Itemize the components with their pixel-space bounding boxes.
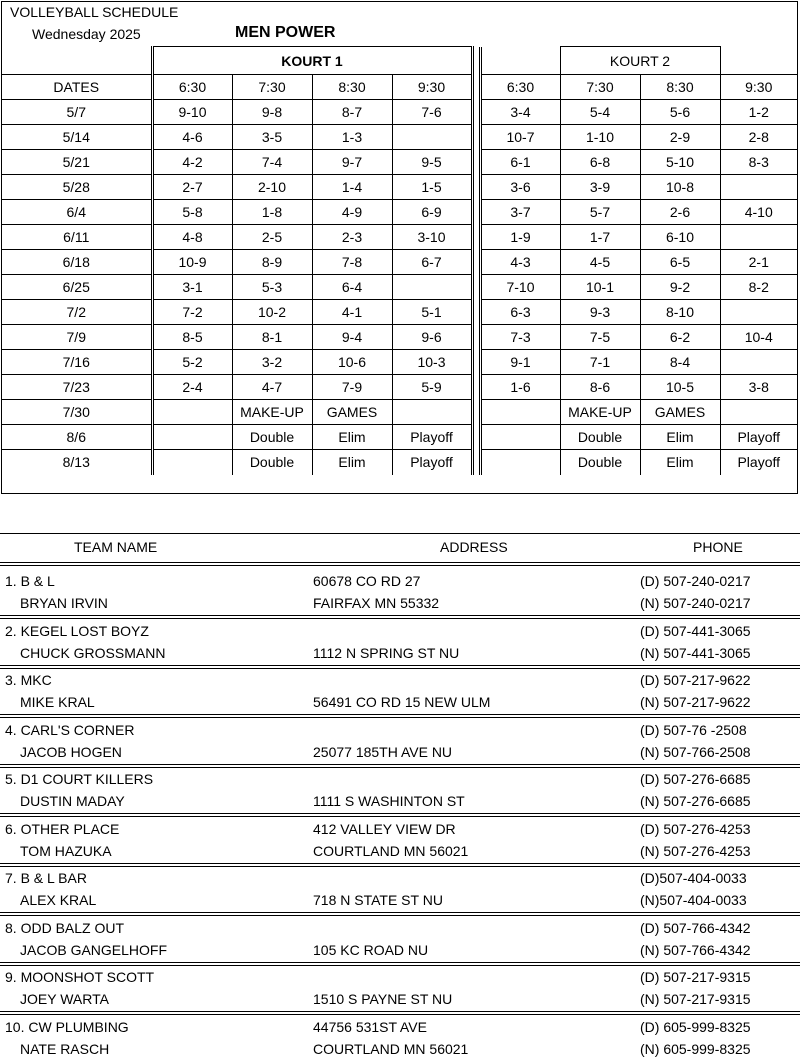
date-cell: 5/21: [2, 150, 152, 175]
schedule-row: [2, 250, 797, 275]
team-phone-night: (N) 507-276-6685: [640, 793, 751, 809]
date-cell: 7/30: [2, 400, 152, 425]
team-phone-day: (D) 507-276-4253: [640, 820, 751, 837]
team-phone-night: (N) 507-276-4253: [640, 842, 751, 859]
matchup-cell: 10-2: [232, 300, 312, 325]
date-cell: 5/7: [2, 100, 152, 125]
divider: [0, 565, 800, 566]
matchup-cell: 9-8: [232, 100, 312, 125]
team-name: 9. MOONSHOT SCOTT: [5, 969, 155, 985]
matchup-cell: 10-5: [640, 375, 720, 400]
divider: [0, 915, 800, 916]
date-cell: 5/28: [2, 175, 152, 200]
team-address-line2: 718 N STATE ST NU: [313, 892, 443, 908]
matchup-cell: [720, 225, 797, 250]
matchup-cell: 1-8: [232, 200, 312, 225]
divider: [0, 1014, 800, 1015]
dates-label: DATES: [2, 75, 152, 100]
matchup-cell: 4-9: [312, 200, 392, 225]
court-divider: [472, 47, 480, 75]
team-phone-night: (N) 507-766-2508: [640, 743, 751, 760]
date-cell: 6/18: [2, 250, 152, 275]
date-cell: 8/6: [2, 425, 152, 450]
matchup-cell: 8-10: [640, 300, 720, 325]
team-captain: BRYAN IRVIN: [20, 595, 108, 611]
matchup-cell: [480, 425, 560, 450]
matchup-cell: 7-3: [480, 325, 560, 350]
team-phone-night: (N) 507-217-9622: [640, 694, 751, 710]
matchup-cell: 8-9: [232, 250, 312, 275]
matchup-cell: 7-8: [312, 250, 392, 275]
matchup-cell: 2-1: [720, 250, 797, 275]
team-phone-night: (N) 507-441-3065: [640, 644, 751, 661]
matchup-cell: 4-3: [480, 250, 560, 275]
team-name: 8. ODD BALZ OUT: [5, 919, 125, 936]
divider: [0, 912, 800, 913]
blank-cell: [2, 47, 152, 75]
team-captain: JACOB GANGELHOFF: [20, 941, 168, 958]
divider: [0, 714, 800, 715]
matchup-cell: 8-6: [560, 375, 640, 400]
divider: [0, 866, 800, 867]
court-divider: [472, 100, 480, 125]
matchup-cell: 3-9: [560, 175, 640, 200]
matchup-cell: 7-5: [560, 325, 640, 350]
court2-label: KOURT 2: [560, 47, 720, 75]
team-captain: ALEX KRAL: [20, 892, 97, 908]
matchup-cell: 9-6: [392, 325, 472, 350]
matchup-cell: 6-10: [640, 225, 720, 250]
matchup-cell: 3-10: [392, 225, 472, 250]
matchup-cell: Elim: [640, 425, 720, 450]
schedule-row: [2, 375, 797, 400]
court-divider: [472, 275, 480, 300]
schedule-row: [2, 150, 797, 175]
team-name: 2. KEGEL LOST BOYZ: [5, 622, 149, 639]
team-address-line2: 56491 CO RD 15 NEW ULM: [313, 694, 491, 710]
matchup-cell: 9-2: [640, 275, 720, 300]
matchup-cell: 6-9: [392, 200, 472, 225]
matchup-cell: 4-10: [720, 200, 797, 225]
schedule-row: [2, 100, 797, 125]
matchup-cell: 10-9: [152, 250, 232, 275]
matchup-cell: 4-5: [560, 250, 640, 275]
matchup-cell: 3-2: [232, 350, 312, 375]
team-captain: CHUCK GROSSMANN: [20, 644, 166, 661]
divider: [0, 767, 800, 768]
team-name: 10. CW PLUMBING: [5, 1018, 129, 1035]
team-address-line1: 60678 CO RD 27: [313, 573, 421, 589]
date-cell: 6/25: [2, 275, 152, 300]
matchup-cell: 1-7: [560, 225, 640, 250]
address-header: ADDRESS: [440, 539, 508, 555]
matchup-cell: Double: [560, 425, 640, 450]
matchup-cell: 10-6: [312, 350, 392, 375]
matchup-cell: 6-4: [312, 275, 392, 300]
matchup-cell: 5-7: [560, 200, 640, 225]
date-cell: 7/16: [2, 350, 152, 375]
team-captain: JACOB HOGEN: [20, 743, 122, 760]
schedule-row: [2, 350, 797, 375]
schedule-day: Wednesday 2025: [32, 26, 141, 42]
court-divider: [472, 425, 480, 450]
matchup-cell: 8-1: [232, 325, 312, 350]
matchup-cell: Playoff: [720, 425, 797, 450]
team-phone-day: (D) 507-766-4342: [640, 919, 751, 936]
divider: [0, 615, 800, 616]
matchup-cell: [720, 350, 797, 375]
team-name: 1. B & L: [5, 573, 55, 589]
matchup-cell: [720, 300, 797, 325]
matchup-cell: [152, 400, 232, 425]
schedule-row: [2, 175, 797, 200]
matchup-cell: 1-6: [480, 375, 560, 400]
matchup-cell: 7-10: [480, 275, 560, 300]
matchup-cell: 9-7: [312, 150, 392, 175]
matchup-cell: [720, 175, 797, 200]
matchup-cell: Playoff: [392, 450, 472, 475]
matchup-cell: 6-1: [480, 150, 560, 175]
date-cell: 7/2: [2, 300, 152, 325]
court-divider: [472, 125, 480, 150]
date-cell: 5/14: [2, 125, 152, 150]
matchup-cell: 5-10: [640, 150, 720, 175]
time-slot: 7:30: [560, 75, 640, 100]
schedule-row: [2, 425, 797, 450]
matchup-cell: 10-4: [720, 325, 797, 350]
matchup-cell: 3-6: [480, 175, 560, 200]
matchup-cell: 9-3: [560, 300, 640, 325]
court-divider: [472, 350, 480, 375]
divider: [0, 665, 800, 666]
team-name: 5. D1 COURT KILLERS: [5, 771, 154, 787]
divider: [0, 533, 800, 534]
matchup-cell: Elim: [640, 450, 720, 475]
matchup-cell: Double: [560, 450, 640, 475]
matchup-cell: [480, 450, 560, 475]
team-address-line2: 105 KC ROAD NU: [313, 941, 429, 958]
schedule-row: [2, 300, 797, 325]
matchup-cell: 2-6: [640, 200, 720, 225]
date-cell: 6/11: [2, 225, 152, 250]
matchup-cell: [720, 400, 797, 425]
court-divider: [472, 400, 480, 425]
matchup-cell: 5-2: [152, 350, 232, 375]
matchup-cell: Playoff: [392, 425, 472, 450]
matchup-cell: 9-5: [392, 150, 472, 175]
court-divider: [472, 375, 480, 400]
time-slot: 8:30: [312, 75, 392, 100]
matchup-cell: 1-2: [720, 100, 797, 125]
matchup-cell: 5-9: [392, 375, 472, 400]
team-name-header: TEAM NAME: [74, 539, 158, 555]
matchup-cell: Elim: [312, 425, 392, 450]
matchup-cell: 6-3: [480, 300, 560, 325]
time-slot: 6:30: [480, 75, 560, 100]
matchup-cell: 2-3: [312, 225, 392, 250]
matchup-cell: 10-1: [560, 275, 640, 300]
matchup-cell: 5-3: [232, 275, 312, 300]
matchup-cell: 3-4: [480, 100, 560, 125]
matchup-cell: 2-10: [232, 175, 312, 200]
team-phone-night: (N) 507-766-4342: [640, 941, 751, 958]
team-address-line1: 44756 531ST AVE: [313, 1018, 427, 1035]
court-divider: [472, 225, 480, 250]
matchup-cell: 3-1: [152, 275, 232, 300]
league-name: MEN POWER: [235, 24, 336, 41]
schedule-row: [2, 325, 797, 350]
team-address-line2: 1112 N SPRING ST NU: [313, 644, 460, 661]
team-phone-night: (N) 507-217-9315: [640, 991, 751, 1007]
court-divider: [472, 175, 480, 200]
team-phone-night: (N) 605-999-8325: [640, 1040, 751, 1057]
matchup-cell: 5-4: [560, 100, 640, 125]
court1-label: KOURT 1: [152, 47, 472, 75]
divider: [0, 1011, 800, 1012]
matchup-cell: MAKE-UP: [232, 400, 312, 425]
matchup-cell: MAKE-UP: [560, 400, 640, 425]
matchup-cell: 9-1: [480, 350, 560, 375]
team-captain: DUSTIN MADAY: [20, 793, 125, 809]
team-phone-night: (N)507-404-0033: [640, 892, 747, 908]
matchup-cell: Elim: [312, 450, 392, 475]
team-phone-day: (D) 507-217-9622: [640, 672, 751, 688]
matchup-cell: 7-1: [560, 350, 640, 375]
time-slot: 9:30: [392, 75, 472, 100]
matchup-cell: 5-8: [152, 200, 232, 225]
matchup-cell: 7-6: [392, 100, 472, 125]
matchup-cell: 6-8: [560, 150, 640, 175]
matchup-cell: 6-2: [640, 325, 720, 350]
team-captain: NATE RASCH: [20, 1040, 110, 1057]
time-slot: 6:30: [152, 75, 232, 100]
matchup-cell: [392, 275, 472, 300]
date-cell: 7/9: [2, 325, 152, 350]
team-phone-day: (D) 507-76 -2508: [640, 721, 747, 738]
team-address-line2: 1111 S WASHINTON ST: [313, 793, 465, 809]
time-slot: 7:30: [232, 75, 312, 100]
date-cell: 7/23: [2, 375, 152, 400]
matchup-cell: 5-6: [640, 100, 720, 125]
court-divider: [472, 300, 480, 325]
matchup-cell: 10-3: [392, 350, 472, 375]
matchup-cell: 4-6: [152, 125, 232, 150]
matchup-cell: 2-8: [720, 125, 797, 150]
divider: [0, 813, 800, 814]
court-divider: [472, 75, 480, 100]
team-phone-day: (D) 507-276-6685: [640, 771, 751, 787]
divider: [0, 816, 800, 817]
court-divider: [472, 150, 480, 175]
team-phone-night: (N) 507-240-0217: [640, 595, 751, 611]
time-slot: 9:30: [720, 75, 797, 100]
schedule-title: VOLLEYBALL SCHEDULE: [10, 4, 179, 20]
matchup-cell: 1-3: [312, 125, 392, 150]
divider: [0, 717, 800, 718]
schedule-row: [2, 275, 797, 300]
matchup-cell: 8-2: [720, 275, 797, 300]
matchup-cell: 1-4: [312, 175, 392, 200]
matchup-cell: 4-2: [152, 150, 232, 175]
schedule-row: [2, 450, 797, 475]
matchup-cell: 2-4: [152, 375, 232, 400]
court-divider: [472, 450, 480, 475]
matchup-cell: [480, 400, 560, 425]
matchup-cell: [392, 400, 472, 425]
phone-header: PHONE: [693, 539, 743, 555]
team-captain: TOM HAZUKA: [20, 842, 112, 859]
divider: [0, 764, 800, 765]
team-name: 3. MKC: [5, 672, 52, 688]
schedule-table: [2, 46, 797, 475]
matchup-cell: [392, 125, 472, 150]
matchup-cell: 6-7: [392, 250, 472, 275]
matchup-cell: 1-5: [392, 175, 472, 200]
team-address-line2: COURTLAND MN 56021: [313, 1040, 469, 1057]
matchup-cell: 3-8: [720, 375, 797, 400]
team-address-line1: 412 VALLEY VIEW DR: [313, 820, 456, 837]
matchup-cell: 8-4: [640, 350, 720, 375]
matchup-cell: 6-5: [640, 250, 720, 275]
blank-cell: [720, 47, 797, 75]
divider: [0, 863, 800, 864]
team-phone-day: (D)507-404-0033: [640, 870, 747, 886]
court-divider: [472, 200, 480, 225]
schedule-row: [2, 125, 797, 150]
matchup-cell: GAMES: [312, 400, 392, 425]
matchup-cell: 3-7: [480, 200, 560, 225]
schedule-panel: [1, 1, 798, 494]
matchup-cell: 2-9: [640, 125, 720, 150]
team-address-line2: 25077 185TH AVE NU: [313, 743, 453, 760]
schedule-row: [2, 400, 797, 425]
matchup-cell: Double: [232, 450, 312, 475]
divider: [0, 668, 800, 669]
matchup-cell: 10-7: [480, 125, 560, 150]
matchup-cell: Double: [232, 425, 312, 450]
team-captain: JOEY WARTA: [20, 991, 109, 1007]
schedule-row: [2, 200, 797, 225]
divider: [0, 562, 800, 563]
divider: [0, 618, 800, 619]
matchup-cell: 4-7: [232, 375, 312, 400]
matchup-cell: 3-5: [232, 125, 312, 150]
matchup-cell: 8-3: [720, 150, 797, 175]
matchup-cell: 1-9: [480, 225, 560, 250]
matchup-cell: 8-7: [312, 100, 392, 125]
matchup-cell: 9-10: [152, 100, 232, 125]
divider: [0, 962, 800, 963]
court-header-row: [2, 47, 797, 75]
matchup-cell: Playoff: [720, 450, 797, 475]
time-slot: 8:30: [640, 75, 720, 100]
matchup-cell: 2-7: [152, 175, 232, 200]
matchup-cell: [152, 425, 232, 450]
matchup-cell: 5-1: [392, 300, 472, 325]
date-cell: 6/4: [2, 200, 152, 225]
team-address-line2: FAIRFAX MN 55332: [313, 595, 440, 611]
team-captain: MIKE KRAL: [20, 694, 95, 710]
matchup-cell: 2-5: [232, 225, 312, 250]
schedule-row: [2, 225, 797, 250]
court-divider: [472, 250, 480, 275]
team-name: 6. OTHER PLACE: [5, 820, 120, 837]
matchup-cell: [152, 450, 232, 475]
team-phone-day: (D) 507-240-0217: [640, 573, 751, 589]
date-cell: 8/13: [2, 450, 152, 475]
matchup-cell: 7-9: [312, 375, 392, 400]
team-phone-day: (D) 605-999-8325: [640, 1018, 751, 1035]
court-divider: [472, 325, 480, 350]
matchup-cell: GAMES: [640, 400, 720, 425]
matchup-cell: 9-4: [312, 325, 392, 350]
matchup-cell: 1-10: [560, 125, 640, 150]
divider: [0, 965, 800, 966]
team-phone-day: (D) 507-217-9315: [640, 969, 751, 985]
matchup-cell: 4-8: [152, 225, 232, 250]
team-phone-day: (D) 507-441-3065: [640, 622, 751, 639]
team-name: 7. B & L BAR: [5, 870, 87, 886]
team-name: 4. CARL'S CORNER: [5, 721, 135, 738]
times-row: [2, 75, 797, 100]
blank-cell: [480, 47, 560, 75]
matchup-cell: 8-5: [152, 325, 232, 350]
team-address-line2: 1510 S PAYNE ST NU: [313, 991, 453, 1007]
matchup-cell: 4-1: [312, 300, 392, 325]
matchup-cell: 7-4: [232, 150, 312, 175]
matchup-cell: 10-8: [640, 175, 720, 200]
team-address-line2: COURTLAND MN 56021: [313, 842, 469, 859]
matchup-cell: 7-2: [152, 300, 232, 325]
